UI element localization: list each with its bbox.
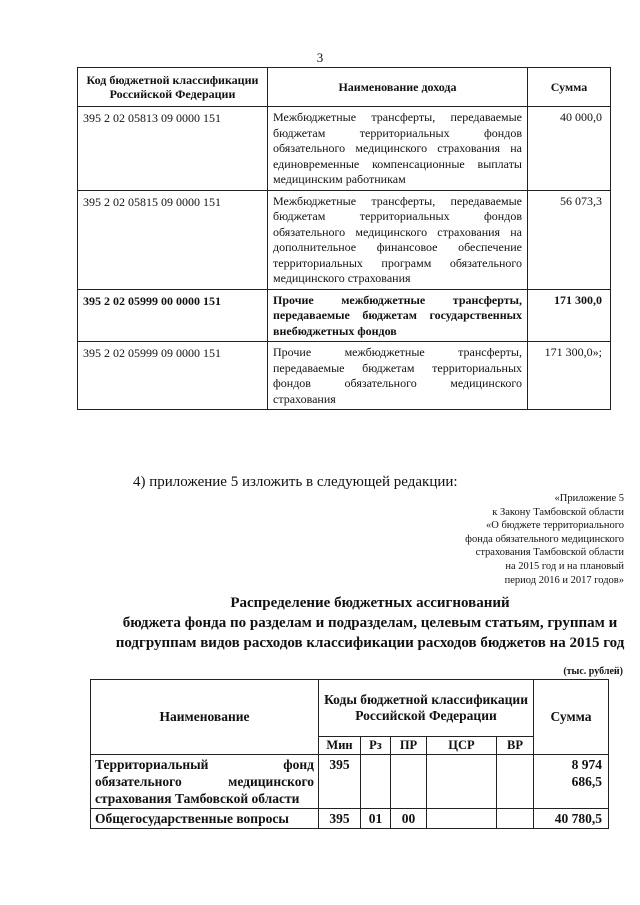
heading-line: подгруппам видов расходов классификации расходов бюджетов на 2015 год	[115, 635, 625, 651]
row-code: 395 2 02 05813 09 0000 151	[78, 107, 268, 191]
row-rz	[361, 755, 391, 809]
header-sum: Сумма	[528, 68, 611, 107]
appendix-line: страхования Тамбовской области	[475, 547, 624, 559]
row-code: 395 2 02 05999 09 0000 151	[78, 342, 268, 410]
row-name: Прочие межбюджетные трансферты, передаваемые бюджетам государственных внебюджетных фондов	[268, 289, 528, 342]
header-pr: ПР	[391, 737, 427, 755]
page-number: 3	[316, 50, 324, 65]
header-csr: ЦСР	[427, 737, 497, 755]
row-csr	[427, 809, 497, 829]
header-code: Код бюджетной классификации Российской Федерации	[78, 68, 268, 107]
units-label: (тыс. рублей)	[563, 666, 623, 677]
header-min: Мин	[319, 737, 361, 755]
row-vr	[497, 755, 534, 809]
row-sum: 40 000,0	[528, 107, 611, 191]
header-rz: Рз	[361, 737, 391, 755]
header-vr: ВР	[497, 737, 534, 755]
heading-line: бюджета фонда по разделам и подразделам, целевым статьям, группам и	[122, 615, 618, 631]
row-pr: 00	[391, 809, 427, 829]
row-name: Межбюджетные трансферты, передаваемые бюджетам территориальных фондов обязательного медицинского страхования на дополнительное финансовое обеспечение территориальных программ обязательного медицинского страхования	[268, 190, 528, 289]
appendix-note	[404, 492, 624, 587]
appendix-line: фонда обязательного медицинского	[465, 533, 624, 545]
row-rz: 01	[361, 809, 391, 829]
row-vr	[497, 809, 534, 829]
instruction-text: 4) приложение 5 изложить в следующей редакции:	[133, 474, 458, 490]
table-row	[78, 190, 611, 289]
table-row	[78, 342, 611, 410]
section-heading	[100, 593, 640, 653]
table-row	[78, 107, 611, 191]
row-csr	[427, 755, 497, 809]
row-name: Территориальный фонд обязательного медицинского страхования Тамбовской области	[91, 755, 319, 809]
appendix-line: «Приложение 5	[554, 493, 624, 504]
row-pr	[391, 755, 427, 809]
header-sum: Сумма	[534, 680, 609, 755]
row-name: Прочие межбюджетные трансферты, передаваемые бюджетам территориальных фондов обязательного медицинского страхования	[268, 342, 528, 410]
income-table-header	[78, 68, 611, 107]
row-sum: 8 974 686,5	[534, 755, 609, 809]
row-sum: 171 300,0»;	[528, 342, 611, 410]
row-code: 395 2 02 05815 09 0000 151	[78, 190, 268, 289]
income-table	[77, 67, 611, 410]
header-codes: Коды бюджетной классификации Российской Федерации	[319, 680, 534, 737]
appendix-line: период 2016 и 2017 годов»	[504, 574, 624, 586]
header-name: Наименование	[91, 680, 319, 755]
row-sum: 56 073,3	[528, 190, 611, 289]
appendix-line: к Закону Тамбовской области	[492, 506, 624, 518]
appendix-line: на 2015 год и на плановый	[505, 560, 624, 572]
row-min: 395	[319, 809, 361, 829]
row-code: 395 2 02 05999 00 0000 151	[78, 289, 268, 342]
distribution-table	[90, 679, 609, 829]
table-row	[91, 755, 609, 809]
table-row	[91, 809, 609, 829]
header-income-name: Наименование дохода	[268, 68, 528, 107]
row-sum: 171 300,0	[528, 289, 611, 342]
table-row	[78, 289, 611, 342]
row-sum: 40 780,5	[534, 809, 609, 829]
heading-line: Распределение бюджетных ассигнований	[230, 595, 510, 611]
distribution-header-row	[91, 680, 609, 737]
row-name: Межбюджетные трансферты, передаваемые бюджетам территориальных фондов обязательного медицинского страхования на единовременные компенсационные выплаты медицинским работникам	[268, 107, 528, 191]
appendix-line: «О бюджете территориального	[486, 520, 624, 532]
row-min: 395	[319, 755, 361, 809]
row-name: Общегосударственные вопросы	[91, 809, 319, 829]
